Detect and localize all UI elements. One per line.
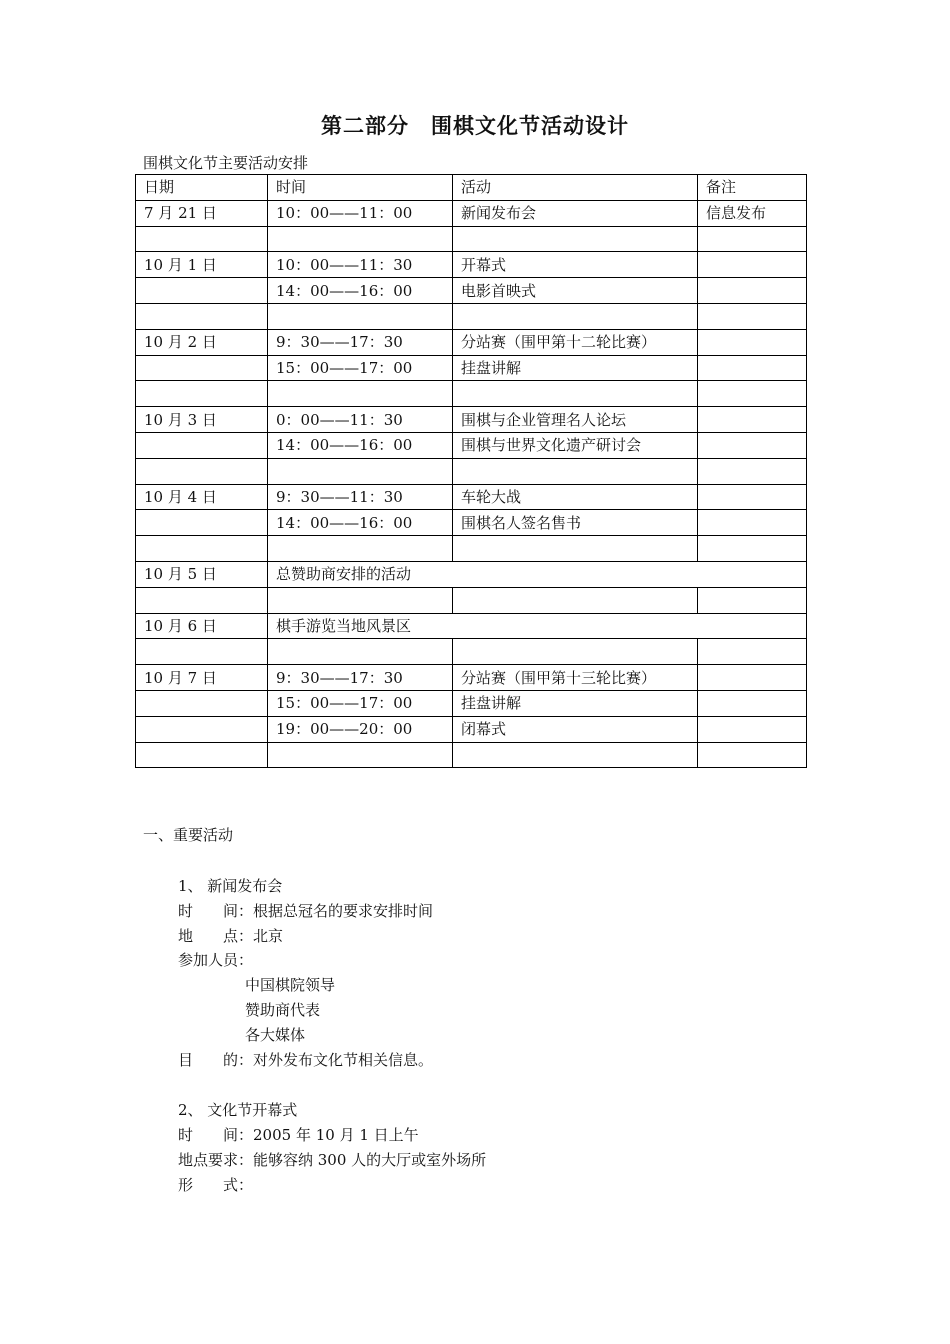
header-date: 日期 xyxy=(136,175,268,201)
table-row xyxy=(136,561,807,587)
date-cell: 7 月 21 日 xyxy=(136,200,268,226)
date-cell xyxy=(136,303,268,329)
table-row xyxy=(136,278,807,304)
time-cell xyxy=(268,458,453,484)
time-cell: 14：00——16：00 xyxy=(268,432,453,458)
note-cell xyxy=(698,381,807,407)
note-cell xyxy=(698,329,807,355)
merged-activity-cell: 总赞助商安排的活动 xyxy=(268,561,807,587)
time-cell: 15：00——17：00 xyxy=(268,690,453,716)
participant-item: 赞助商代表 xyxy=(245,1001,321,1019)
date-cell xyxy=(136,742,268,768)
table-row xyxy=(136,742,807,768)
note-cell xyxy=(698,742,807,768)
table-row xyxy=(136,665,807,691)
time-cell: 10：00——11：00 xyxy=(268,200,453,226)
table-row xyxy=(136,484,807,510)
activity-cell: 闭幕式 xyxy=(453,716,698,742)
date-cell: 10 月 1 日 xyxy=(136,252,268,278)
date-cell: 10 月 3 日 xyxy=(136,407,268,433)
time-cell: 9：30——11：30 xyxy=(268,484,453,510)
activity-cell xyxy=(453,381,698,407)
table-row xyxy=(136,432,807,458)
time-cell xyxy=(268,536,453,562)
table-row xyxy=(136,510,807,536)
merged-activity-cell: 棋手游览当地风景区 xyxy=(268,613,807,639)
header-activity: 活动 xyxy=(453,175,698,201)
date-cell xyxy=(136,536,268,562)
table-row xyxy=(136,226,807,252)
date-cell xyxy=(136,690,268,716)
table-row xyxy=(136,587,807,613)
item1-purpose: 目 的：对外发布文化节相关信息。 xyxy=(178,1051,434,1069)
time-cell xyxy=(268,742,453,768)
note-cell xyxy=(698,278,807,304)
item1-title: 1、 新闻发布会 xyxy=(178,877,283,895)
table-row xyxy=(136,407,807,433)
item2-place: 地点要求：能够容纳 300 人的大厅或室外场所 xyxy=(178,1151,487,1169)
table-row xyxy=(136,690,807,716)
date-cell xyxy=(136,381,268,407)
activity-cell xyxy=(453,587,698,613)
date-cell xyxy=(136,432,268,458)
activity-cell: 分站赛（围甲第十三轮比赛） xyxy=(453,665,698,691)
item1-time: 时 间：根据总冠名的要求安排时间 xyxy=(178,902,434,920)
item2-time: 时 间：2005 年 10 月 1 日上午 xyxy=(178,1126,419,1144)
table-row xyxy=(136,200,807,226)
note-cell xyxy=(698,458,807,484)
note-cell xyxy=(698,355,807,381)
item1-participants-label: 参加人员： xyxy=(178,951,254,969)
note-cell xyxy=(698,716,807,742)
note-cell xyxy=(698,536,807,562)
activity-cell xyxy=(453,303,698,329)
date-cell xyxy=(136,458,268,484)
activity-cell xyxy=(453,639,698,665)
participant-item: 各大媒体 xyxy=(245,1026,306,1044)
note-cell xyxy=(698,226,807,252)
table-row xyxy=(136,329,807,355)
table-row xyxy=(136,458,807,484)
note-cell xyxy=(698,665,807,691)
item2-title: 2、 文化节开幕式 xyxy=(178,1101,298,1119)
item2-form: 形 式： xyxy=(178,1176,254,1194)
note-cell xyxy=(698,252,807,278)
time-cell: 9：30——17：30 xyxy=(268,665,453,691)
time-cell: 10：00——11：30 xyxy=(268,252,453,278)
time-cell xyxy=(268,226,453,252)
date-cell: 10 月 7 日 xyxy=(136,665,268,691)
activity-cell: 围棋名人签名售书 xyxy=(453,510,698,536)
time-cell: 0：00——11：30 xyxy=(268,407,453,433)
note-cell xyxy=(698,303,807,329)
table-row xyxy=(136,355,807,381)
date-cell xyxy=(136,355,268,381)
date-cell: 10 月 4 日 xyxy=(136,484,268,510)
time-cell xyxy=(268,303,453,329)
table-row xyxy=(136,252,807,278)
date-cell xyxy=(136,639,268,665)
table-row xyxy=(136,381,807,407)
activity-cell: 分站赛（围甲第十二轮比赛） xyxy=(453,329,698,355)
schedule-table xyxy=(135,174,807,768)
time-cell: 14：00——16：00 xyxy=(268,278,453,304)
time-cell: 15：00——17：00 xyxy=(268,355,453,381)
table-row xyxy=(136,716,807,742)
table-row xyxy=(136,613,807,639)
time-cell: 14：00——16：00 xyxy=(268,510,453,536)
time-cell: 19：00——20：00 xyxy=(268,716,453,742)
activity-cell xyxy=(453,226,698,252)
date-cell xyxy=(136,226,268,252)
activity-cell xyxy=(453,536,698,562)
time-cell xyxy=(268,381,453,407)
activity-cell: 开幕式 xyxy=(453,252,698,278)
activity-cell xyxy=(453,458,698,484)
time-cell: 9：30——17：30 xyxy=(268,329,453,355)
date-cell xyxy=(136,587,268,613)
note-cell xyxy=(698,690,807,716)
activity-cell xyxy=(453,742,698,768)
time-cell xyxy=(268,587,453,613)
note-cell xyxy=(698,587,807,613)
activity-cell: 挂盘讲解 xyxy=(453,355,698,381)
date-cell xyxy=(136,278,268,304)
date-cell xyxy=(136,716,268,742)
table-row xyxy=(136,303,807,329)
note-cell xyxy=(698,510,807,536)
activity-cell: 挂盘讲解 xyxy=(453,690,698,716)
date-cell xyxy=(136,510,268,536)
section-heading: 一、重要活动 xyxy=(143,826,234,844)
date-cell: 10 月 5 日 xyxy=(136,561,268,587)
activity-cell: 新闻发布会 xyxy=(453,200,698,226)
activity-cell: 电影首映式 xyxy=(453,278,698,304)
table-header-row xyxy=(136,175,807,201)
note-cell xyxy=(698,432,807,458)
item1-place: 地 点：北京 xyxy=(178,927,284,945)
activity-cell: 车轮大战 xyxy=(453,484,698,510)
participant-item: 中国棋院领导 xyxy=(245,976,336,994)
header-note: 备注 xyxy=(698,175,807,201)
time-cell xyxy=(268,639,453,665)
table-caption: 围棋文化节主要活动安排 xyxy=(143,154,309,172)
date-cell: 10 月 6 日 xyxy=(136,613,268,639)
date-cell: 10 月 2 日 xyxy=(136,329,268,355)
note-cell: 信息发布 xyxy=(698,200,807,226)
header-time: 时间 xyxy=(268,175,453,201)
note-cell xyxy=(698,639,807,665)
activity-cell: 围棋与世界文化遗产研讨会 xyxy=(453,432,698,458)
note-cell xyxy=(698,484,807,510)
note-cell xyxy=(698,407,807,433)
page-title: 第二部分 围棋文化节活动设计 xyxy=(321,114,629,138)
table-row xyxy=(136,536,807,562)
table-row xyxy=(136,639,807,665)
activity-cell: 围棋与企业管理名人论坛 xyxy=(453,407,698,433)
